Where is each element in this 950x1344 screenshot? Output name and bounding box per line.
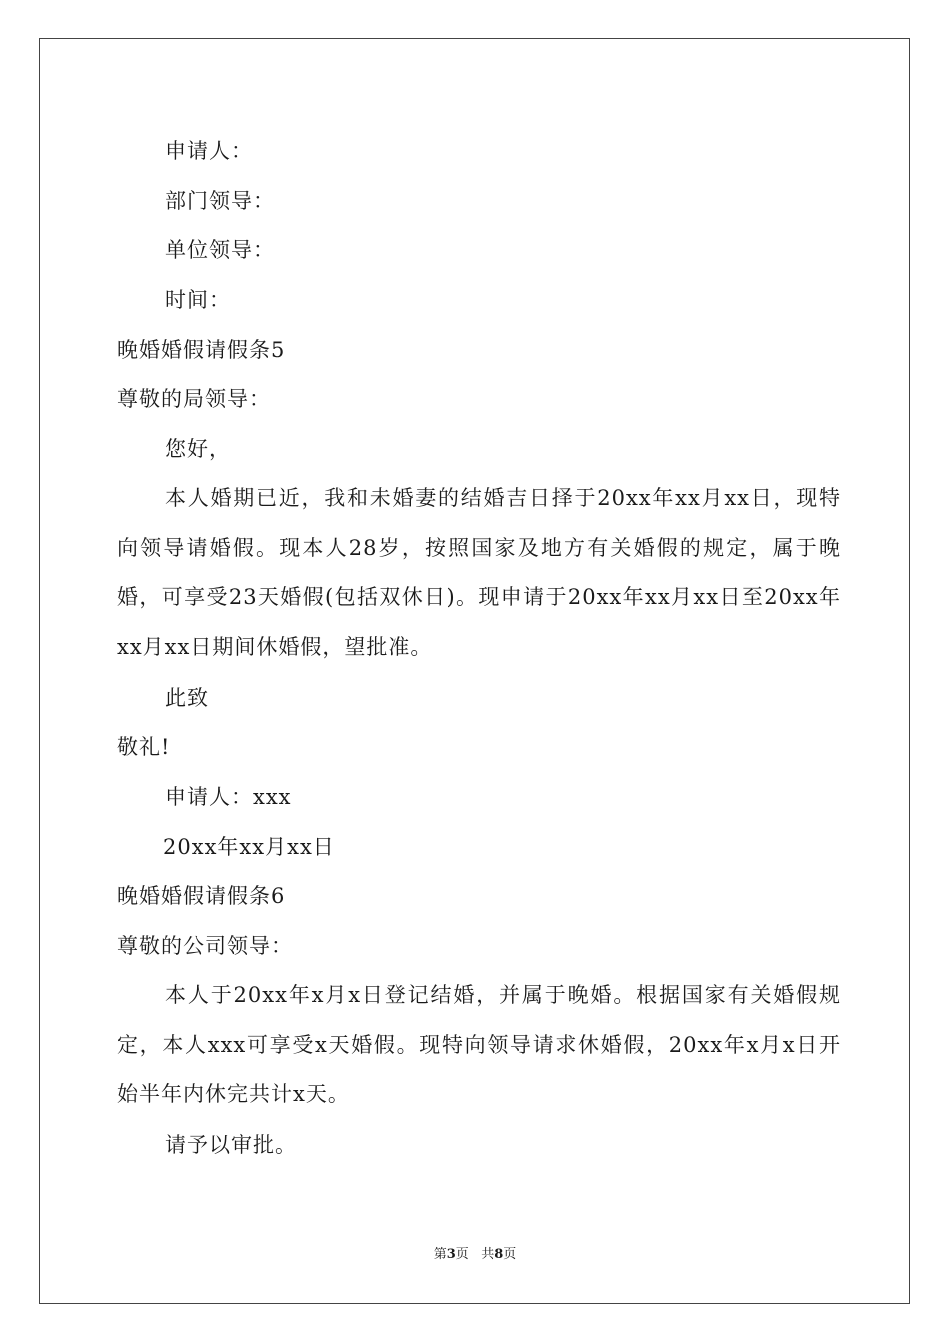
closing-line: 此致 xyxy=(165,686,209,710)
section-title-6: 晚婚婚假请假条6 xyxy=(117,884,286,908)
regards-line: 敬礼! xyxy=(117,735,171,759)
salutation-6: 尊敬的公司领导： xyxy=(117,934,293,958)
footer-total-pages: 8 xyxy=(494,1247,504,1262)
body-paragraph-5: 本人婚期已近，我和未婚妻的结婚吉日择于20xx年xx月xx日，现特向领导请婚假。现本人28岁，按照国家及地方有关婚假的规定，属于晚婚，可享受23天婚假(包括双休日)。现申请于20xx年xx月xx日至20xx年xx月xx日期间休婚假，望批准。 xyxy=(117,486,841,659)
signature-date: 20xx年xx月xx日 xyxy=(163,835,335,859)
applicant-signature: 申请人：xxx xyxy=(165,785,292,809)
applicant-label: 申请人： xyxy=(165,139,253,163)
section-title-5: 晚婚婚假请假条5 xyxy=(117,338,286,362)
footer-suffix: 页 xyxy=(503,1247,517,1262)
time-label: 时间： xyxy=(165,288,231,312)
approval-line: 请予以审批。 xyxy=(165,1133,297,1157)
page-footer xyxy=(0,1247,950,1263)
footer-current-page: 3 xyxy=(446,1247,456,1262)
unit-leader-label: 单位领导： xyxy=(165,238,275,262)
greeting: 您好， xyxy=(165,437,231,461)
footer-middle: 页 共 xyxy=(455,1247,495,1262)
body-paragraph-6: 本人于20xx年x月x日登记结婚，并属于晚婚。根据国家有关婚假规定，本人xxx可享受x天婚假。现特向领导请求休婚假，20xx年x月x日开始半年内休完共计x天。 xyxy=(117,983,841,1106)
footer-prefix: 第 xyxy=(433,1247,447,1262)
salutation-5: 尊敬的局领导： xyxy=(117,387,271,411)
dept-leader-label: 部门领导： xyxy=(165,189,275,213)
